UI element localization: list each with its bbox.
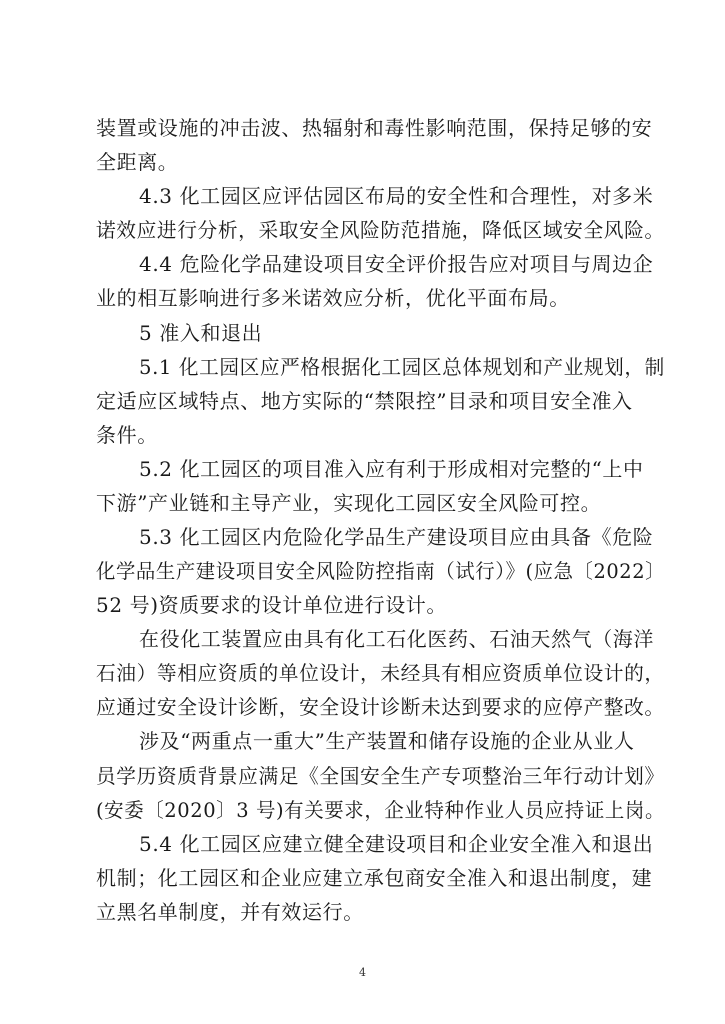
section-heading: 5 准入和退出 <box>139 321 263 345</box>
text-line: 机制；化工园区和企业应建立承包商安全准入和退出制度，建 <box>96 866 653 890</box>
text-line: 5.4 化工园区应建立健全建设项目和企业安全准入和退出 <box>139 832 654 856</box>
text-line: 石油）等相应资质的单位设计，未经具有相应资质单位设计的， <box>96 661 665 685</box>
text-line: 5.3 化工园区内危险化学品生产建设项目应由具备《危险 <box>139 525 654 549</box>
text-line: 4.4 危险化学品建设项目安全评价报告应对项目与周边企 <box>139 252 654 276</box>
text-line: 诺效应进行分析，采取安全风险防范措施，降低区域安全风险。 <box>96 218 665 242</box>
text-line: 化学品生产建设项目安全风险防控指南（试行）》(应急〔2022〕 <box>96 559 666 583</box>
text-line: (安委〔2020〕3 号)有关要求，企业特种作业人员应持证上岗。 <box>96 798 666 822</box>
page-number: 4 <box>359 966 366 979</box>
text-line: 全距离。 <box>96 150 179 174</box>
text-line: 5.2 化工园区的项目准入应有利于形成相对完整的“上中 <box>139 457 644 481</box>
text-line: 下游”产业链和主导产业，实现化工园区安全风险可控。 <box>96 491 602 515</box>
text-line: 装置或设施的冲击波、热辐射和毒性影响范围，保持足够的安 <box>96 116 653 140</box>
text-line: 5.1 化工园区应严格根据化工园区总体规划和产业规划，制 <box>139 355 665 379</box>
text-line: 条件。 <box>96 423 158 447</box>
text-line: 涉及“两重点一重大”生产装置和储存设施的企业从业人 <box>139 729 635 753</box>
text-line: 员学历资质背景应满足《全国安全生产专项整治三年行动计划》 <box>96 764 665 788</box>
text-line: 业的相互影响进行多米诺效应分析，优化平面布局。 <box>96 286 570 310</box>
text-line: 定适应区域特点、地方实际的“禁限控”目录和项目安全准入 <box>96 389 633 413</box>
text-line: 在役化工装置应由具有化工石化医药、石油天然气（海洋 <box>139 627 654 651</box>
text-line: 立黑名单制度，并有效运行。 <box>96 900 364 924</box>
text-line: 4.3 化工园区应评估园区布局的安全性和合理性，对多米 <box>139 184 654 208</box>
text-line: 52 号)资质要求的设计单位进行设计。 <box>96 593 448 617</box>
text-line: 应通过安全设计诊断，安全设计诊断未达到要求的应停产整改。 <box>96 695 665 719</box>
